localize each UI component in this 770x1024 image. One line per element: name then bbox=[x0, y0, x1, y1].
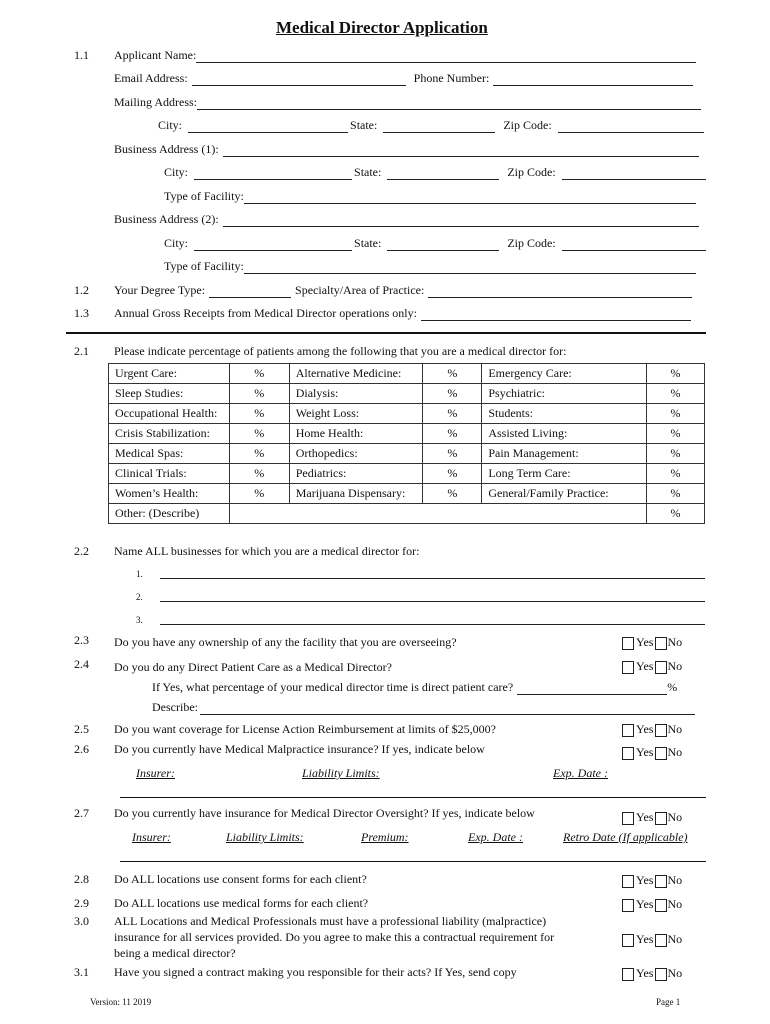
business1-label: Business Address (1): bbox=[114, 142, 219, 156]
section-number: 2.6 bbox=[74, 742, 89, 756]
no-checkbox[interactable] bbox=[655, 724, 667, 737]
no-checkbox[interactable] bbox=[655, 812, 667, 825]
specialty-field[interactable] bbox=[428, 285, 692, 298]
yes-no-2-8 bbox=[622, 873, 682, 888]
state-label: State: bbox=[350, 118, 378, 132]
business1-facility-field[interactable] bbox=[244, 191, 696, 204]
business2-label: Business Address (2): bbox=[114, 212, 219, 226]
section-number: 1.3 bbox=[74, 306, 89, 320]
percentage-cell[interactable]: % bbox=[647, 364, 705, 384]
no-checkbox[interactable] bbox=[655, 968, 667, 981]
yes-no-2-9 bbox=[622, 897, 682, 912]
city-label: City: bbox=[164, 165, 189, 179]
percentage-row bbox=[109, 484, 705, 504]
percentage-row bbox=[109, 424, 705, 444]
section-number: 2.1 bbox=[74, 344, 89, 358]
business1-city-field[interactable] bbox=[194, 167, 352, 180]
direct-care-pct-field[interactable] bbox=[517, 682, 667, 695]
yes-checkbox[interactable] bbox=[622, 875, 634, 888]
yes-checkbox[interactable] bbox=[622, 968, 634, 981]
question-text: Have you signed a contract making you responsible for their acts? If Yes, send copy bbox=[114, 965, 517, 979]
direct-care-pct-label: If Yes, what percentage of your medical director time is direct patient care? bbox=[152, 680, 514, 694]
phone-label: Phone Number: bbox=[413, 71, 490, 85]
exp-date-heading: Exp. Date : bbox=[553, 766, 608, 780]
percentage-row bbox=[109, 384, 705, 404]
category-label: Crisis Stabilization: bbox=[109, 424, 230, 444]
category-label: Assisted Living: bbox=[482, 424, 647, 444]
applicant-name-field[interactable] bbox=[196, 50, 696, 63]
no-checkbox[interactable] bbox=[655, 637, 667, 650]
no-checkbox[interactable] bbox=[655, 661, 667, 674]
other-describe-field[interactable] bbox=[229, 504, 646, 524]
yes-label: Yes bbox=[636, 722, 654, 736]
business2-zip-field[interactable] bbox=[562, 238, 706, 251]
yes-no-3-1 bbox=[622, 966, 682, 981]
state-label: State: bbox=[354, 165, 382, 179]
yes-no-2-3 bbox=[622, 635, 682, 650]
yes-label: Yes bbox=[636, 966, 654, 980]
section-number: 2.8 bbox=[74, 872, 89, 886]
business2-city-row bbox=[164, 236, 706, 251]
section-number: 2.9 bbox=[74, 896, 89, 910]
percentage-prompt: Please indicate percentage of patients among the following that you are a medical director for: bbox=[114, 344, 567, 358]
percentage-cell[interactable]: % bbox=[423, 364, 482, 384]
insurer-heading: Insurer: bbox=[136, 766, 175, 780]
mailing-city-field[interactable] bbox=[188, 120, 348, 133]
retro-date-heading: Retro Date (If applicable) bbox=[563, 830, 688, 844]
business-number: 3. bbox=[136, 615, 143, 625]
business1-state-field[interactable] bbox=[387, 167, 499, 180]
patient-percentage-table bbox=[108, 363, 705, 524]
no-label: No bbox=[667, 635, 683, 649]
category-label: Psychiatric: bbox=[482, 384, 647, 404]
section-number: 2.7 bbox=[74, 806, 89, 820]
question-text-line-3: being a medical director? bbox=[114, 946, 236, 960]
category-label: Pediatrics: bbox=[289, 464, 423, 484]
business-number: 2. bbox=[136, 592, 143, 602]
email-label: Email Address: bbox=[114, 71, 188, 85]
category-label: General/Family Practice: bbox=[482, 484, 647, 504]
mailing-zip-field[interactable] bbox=[558, 120, 704, 133]
email-field[interactable] bbox=[192, 73, 406, 86]
yes-label: Yes bbox=[636, 745, 654, 759]
section-number: 3.0 bbox=[74, 914, 89, 928]
zip-label: Zip Code: bbox=[507, 236, 556, 250]
yes-label: Yes bbox=[636, 932, 654, 946]
business1-row bbox=[114, 142, 699, 157]
category-label: Dialysis: bbox=[289, 384, 423, 404]
no-label: No bbox=[667, 897, 683, 911]
question-text-line-1: ALL Locations and Medical Professionals must have a professional liability (malpractice) bbox=[114, 914, 547, 928]
state-label: State: bbox=[354, 236, 382, 250]
degree-field[interactable] bbox=[209, 285, 291, 298]
business-field-1[interactable] bbox=[160, 566, 705, 579]
question-text: Do ALL locations use consent forms for each client? bbox=[114, 872, 367, 886]
yes-label: Yes bbox=[636, 659, 654, 673]
no-label: No bbox=[667, 722, 683, 736]
business2-state-field[interactable] bbox=[387, 238, 499, 251]
category-label: Home Health: bbox=[289, 424, 423, 444]
business2-facility-row bbox=[164, 259, 696, 274]
mailing-state-field[interactable] bbox=[383, 120, 495, 133]
percentage-cell[interactable]: % bbox=[229, 464, 289, 484]
exp-date-heading: Exp. Date : bbox=[468, 830, 523, 844]
category-label: Occupational Health: bbox=[109, 404, 230, 424]
zip-label: Zip Code: bbox=[503, 118, 552, 132]
question-text: Do you currently have Medical Malpractice insurance? If yes, indicate below bbox=[114, 742, 485, 756]
percentage-cell[interactable]: % bbox=[423, 384, 482, 404]
percentage-cell[interactable]: % bbox=[647, 484, 705, 504]
percentage-cell[interactable]: % bbox=[229, 364, 289, 384]
no-label: No bbox=[667, 745, 683, 759]
percentage-cell[interactable]: % bbox=[423, 424, 482, 444]
no-label: No bbox=[667, 659, 683, 673]
percentage-cell[interactable]: % bbox=[229, 384, 289, 404]
yes-checkbox[interactable] bbox=[622, 812, 634, 825]
direct-care-pct-row bbox=[152, 680, 677, 695]
degree-label: Your Degree Type: bbox=[114, 283, 206, 297]
no-label: No bbox=[667, 810, 683, 824]
category-label: Marijuana Dispensary: bbox=[289, 484, 423, 504]
no-checkbox[interactable] bbox=[655, 875, 667, 888]
percentage-cell[interactable]: % bbox=[647, 464, 705, 484]
mailing-city-row bbox=[158, 118, 704, 133]
category-label: Long Term Care: bbox=[482, 464, 647, 484]
page-number: Page 1 bbox=[656, 997, 681, 1007]
pct-symbol: % bbox=[667, 680, 678, 694]
category-label: Weight Loss: bbox=[289, 404, 423, 424]
malpractice-entry-line[interactable] bbox=[120, 797, 706, 798]
facility-type-label: Type of Facility: bbox=[164, 259, 244, 273]
yes-no-2-6 bbox=[622, 745, 682, 760]
yes-label: Yes bbox=[636, 897, 654, 911]
section-number: 1.2 bbox=[74, 283, 89, 297]
facility-type-label: Type of Facility: bbox=[164, 189, 244, 203]
category-label: Alternative Medicine: bbox=[289, 364, 423, 384]
specialty-label: Specialty/Area of Practice: bbox=[295, 283, 425, 297]
yes-no-3-0 bbox=[622, 932, 682, 947]
percentage-cell[interactable]: % bbox=[423, 404, 482, 424]
percentage-cell[interactable]: % bbox=[647, 404, 705, 424]
percentage-row bbox=[109, 464, 705, 484]
category-label: Medical Spas: bbox=[109, 444, 230, 464]
premium-heading: Premium: bbox=[361, 830, 409, 844]
section-divider bbox=[66, 332, 706, 334]
percentage-row-other bbox=[109, 504, 705, 524]
business2-row bbox=[114, 212, 699, 227]
yes-checkbox[interactable] bbox=[622, 899, 634, 912]
category-label: Women’s Health: bbox=[109, 484, 230, 504]
percentage-cell[interactable]: % bbox=[647, 504, 705, 524]
question-text: Do you want coverage for License Action Reimbursement at limits of $25,000? bbox=[114, 722, 496, 736]
describe-field[interactable] bbox=[200, 702, 695, 715]
percentage-row bbox=[109, 404, 705, 424]
liability-limits-heading: Liability Limits: bbox=[226, 830, 304, 844]
business1-city-row bbox=[164, 165, 706, 180]
category-label: Students: bbox=[482, 404, 647, 424]
category-label: Sleep Studies: bbox=[109, 384, 230, 404]
business1-facility-row bbox=[164, 189, 696, 204]
section-number: 1.1 bbox=[74, 48, 89, 62]
version-label: Version: 11 2019 bbox=[90, 997, 152, 1007]
percentage-cell[interactable]: % bbox=[647, 444, 705, 464]
no-checkbox[interactable] bbox=[655, 747, 667, 760]
percentage-cell[interactable]: % bbox=[423, 484, 482, 504]
yes-checkbox[interactable] bbox=[622, 724, 634, 737]
category-label: Clinical Trials: bbox=[109, 464, 230, 484]
percentage-cell[interactable]: % bbox=[229, 404, 289, 424]
section-number: 2.3 bbox=[74, 633, 89, 647]
city-label: City: bbox=[164, 236, 189, 250]
gross-label: Annual Gross Receipts from Medical Director operations only: bbox=[114, 306, 417, 320]
percentage-cell[interactable]: % bbox=[423, 444, 482, 464]
gross-row bbox=[114, 306, 691, 321]
section-number: 2.5 bbox=[74, 722, 89, 736]
page-title: Medical Director Application bbox=[276, 18, 488, 37]
business-line-1 bbox=[136, 566, 705, 579]
gross-field[interactable] bbox=[421, 308, 691, 321]
yes-no-2-7 bbox=[622, 810, 682, 825]
business2-city-field[interactable] bbox=[194, 238, 352, 251]
business-field-3[interactable] bbox=[160, 612, 705, 625]
business-line-3 bbox=[136, 612, 705, 625]
question-text: Do you have any ownership of any the facility that you are overseeing? bbox=[114, 635, 457, 649]
percentage-cell[interactable]: % bbox=[647, 424, 705, 444]
business1-field[interactable] bbox=[223, 144, 699, 157]
yes-checkbox[interactable] bbox=[622, 661, 634, 674]
describe-label: Describe: bbox=[152, 700, 198, 714]
oversight-entry-line[interactable] bbox=[120, 861, 706, 862]
yes-no-2-4 bbox=[622, 659, 682, 674]
category-label: Emergency Care: bbox=[482, 364, 647, 384]
no-label: No bbox=[667, 932, 683, 946]
section-number: 2.4 bbox=[74, 657, 89, 671]
percentage-row bbox=[109, 444, 705, 464]
yes-checkbox[interactable] bbox=[622, 934, 634, 947]
insurer-heading: Insurer: bbox=[132, 830, 171, 844]
applicant-name-row bbox=[114, 48, 696, 63]
question-text: Do you currently have insurance for Medical Director Oversight? If yes, indicate below bbox=[114, 806, 535, 820]
phone-field[interactable] bbox=[493, 73, 693, 86]
other-label: Other: (Describe) bbox=[109, 504, 230, 524]
no-checkbox[interactable] bbox=[655, 934, 667, 947]
question-text-line-2: insurance for all services provided. Do you agree to make this a contractual requirement for bbox=[114, 930, 555, 944]
business-number: 1. bbox=[136, 569, 143, 579]
yes-label: Yes bbox=[636, 635, 654, 649]
businesses-prompt: Name ALL businesses for which you are a medical director for: bbox=[114, 544, 420, 558]
mailing-field[interactable] bbox=[197, 97, 701, 110]
question-text: Do ALL locations use medical forms for each client? bbox=[114, 896, 369, 910]
business1-zip-field[interactable] bbox=[562, 167, 706, 180]
yes-label: Yes bbox=[636, 873, 654, 887]
applicant-name-label: Applicant Name: bbox=[114, 48, 197, 62]
business2-field[interactable] bbox=[223, 214, 699, 227]
category-label: Pain Management: bbox=[482, 444, 647, 464]
yes-label: Yes bbox=[636, 810, 654, 824]
mailing-row bbox=[114, 95, 701, 110]
email-row bbox=[114, 71, 693, 86]
yes-checkbox[interactable] bbox=[622, 637, 634, 650]
percentage-cell[interactable]: % bbox=[229, 444, 289, 464]
yes-no-2-5 bbox=[622, 722, 682, 737]
section-number: 3.1 bbox=[74, 965, 89, 979]
yes-checkbox[interactable] bbox=[622, 747, 634, 760]
business-line-2 bbox=[136, 589, 705, 602]
business2-facility-field[interactable] bbox=[244, 261, 696, 274]
category-label: Urgent Care: bbox=[109, 364, 230, 384]
category-label: Orthopedics: bbox=[289, 444, 423, 464]
no-checkbox[interactable] bbox=[655, 899, 667, 912]
section-number: 2.2 bbox=[74, 544, 89, 558]
degree-row bbox=[114, 283, 692, 298]
question-text: Do you do any Direct Patient Care as a Medical Director? bbox=[114, 660, 392, 674]
zip-label: Zip Code: bbox=[507, 165, 556, 179]
no-label: No bbox=[667, 873, 683, 887]
city-label: City: bbox=[158, 118, 183, 132]
business-field-2[interactable] bbox=[160, 589, 705, 602]
liability-limits-heading: Liability Limits: bbox=[302, 766, 380, 780]
percentage-cell[interactable]: % bbox=[229, 484, 289, 504]
percentage-row bbox=[109, 364, 705, 384]
mailing-label: Mailing Address: bbox=[114, 95, 197, 109]
no-label: No bbox=[667, 966, 683, 980]
percentage-cell[interactable]: % bbox=[423, 464, 482, 484]
percentage-cell[interactable]: % bbox=[229, 424, 289, 444]
percentage-cell[interactable]: % bbox=[647, 384, 705, 404]
describe-row bbox=[152, 700, 695, 715]
